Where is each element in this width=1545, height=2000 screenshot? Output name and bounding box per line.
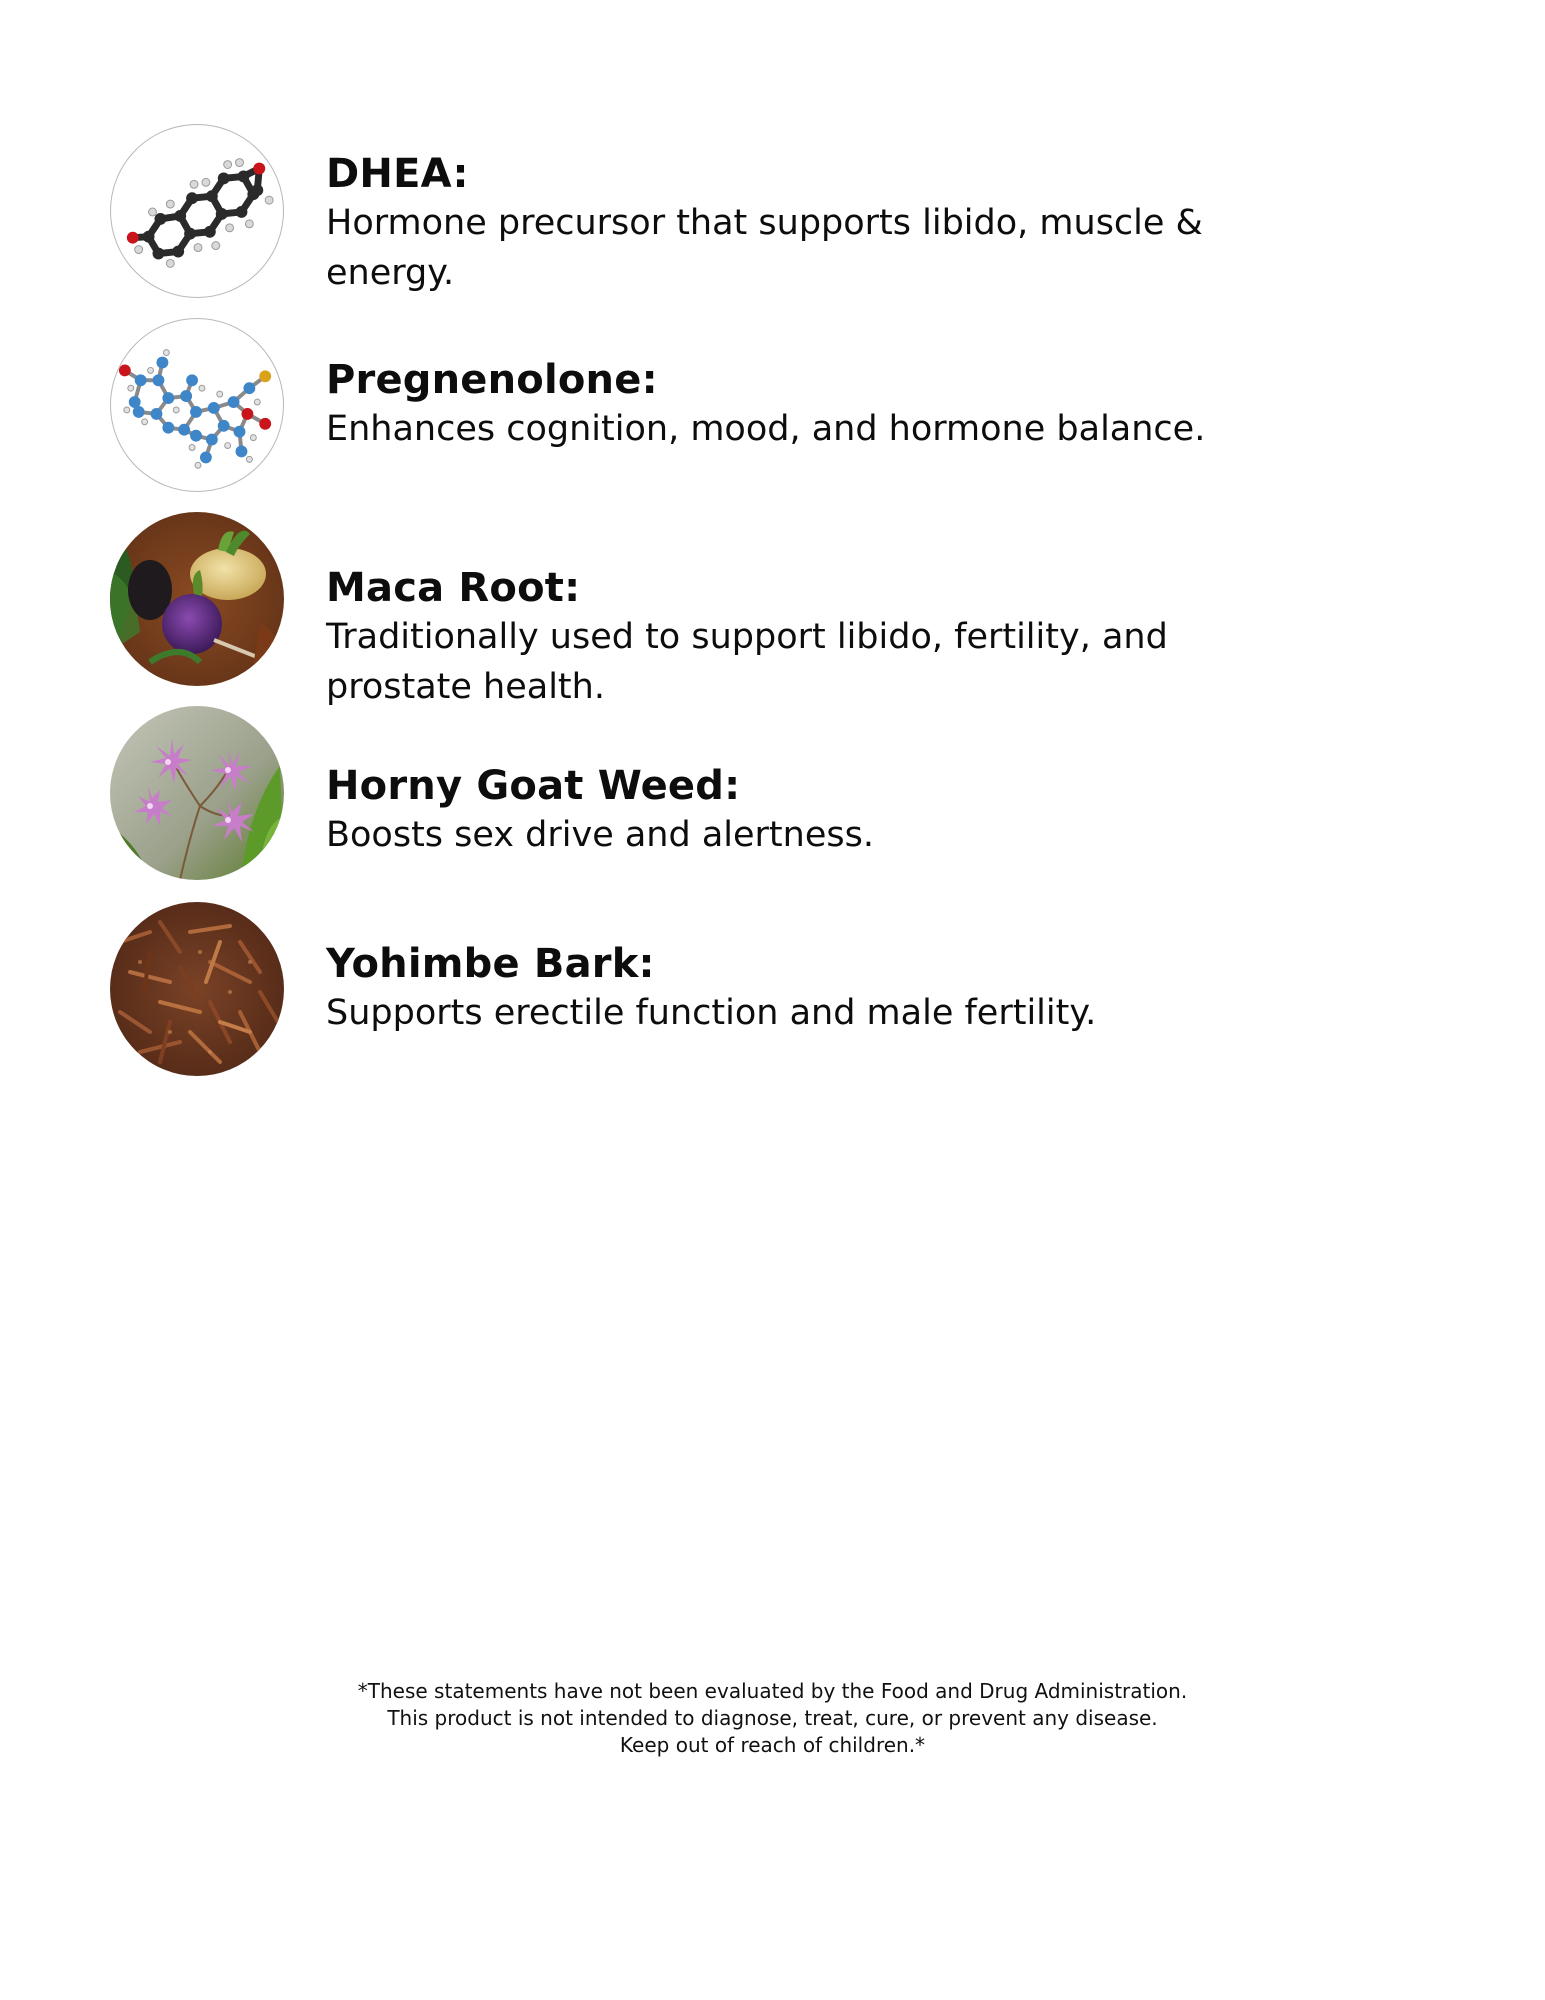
ingredient-text [326,762,1226,860]
ingredient-text [326,150,1226,298]
disclaimer-line-2: This product is not intended to diagnose, treat, cure, or prevent any disease. [387,1706,1158,1730]
yohimbe-bark-photo [110,902,284,1076]
ingredient-title: Pregnenolone: [326,357,658,403]
ingredient-title: Yohimbe Bark: [326,941,655,987]
ingredient-title: Horny Goat Weed: [326,763,741,809]
disclaimer-line-1: *These statements have not been evaluated by the Food and Drug Administration. [357,1679,1188,1703]
ingredient-description: Traditionally used to support libido, fertility, and prostate health. [326,617,1168,707]
ingredient-title: Maca Root: [326,565,581,611]
ingredient-title: DHEA: [326,151,469,197]
goat-weed-flower-photo [110,706,284,880]
maca-root-photo [110,512,284,686]
molecule-blue-icon [110,318,284,492]
molecule-black-icon [110,124,284,298]
ingredient-description: Hormone precursor that supports libido, muscle & energy. [326,203,1203,293]
ingredient-description: Supports erectile function and male fertility. [326,993,1097,1033]
ingredient-description: Boosts sex drive and alertness. [326,815,874,855]
fda-disclaimer [0,1678,1545,1759]
ingredient-text [326,940,1226,1038]
disclaimer-line-3: Keep out of reach of children.* [619,1733,926,1757]
ingredient-text [326,564,1226,712]
ingredient-description: Enhances cognition, mood, and hormone balance. [326,409,1206,449]
ingredient-text [326,356,1226,454]
